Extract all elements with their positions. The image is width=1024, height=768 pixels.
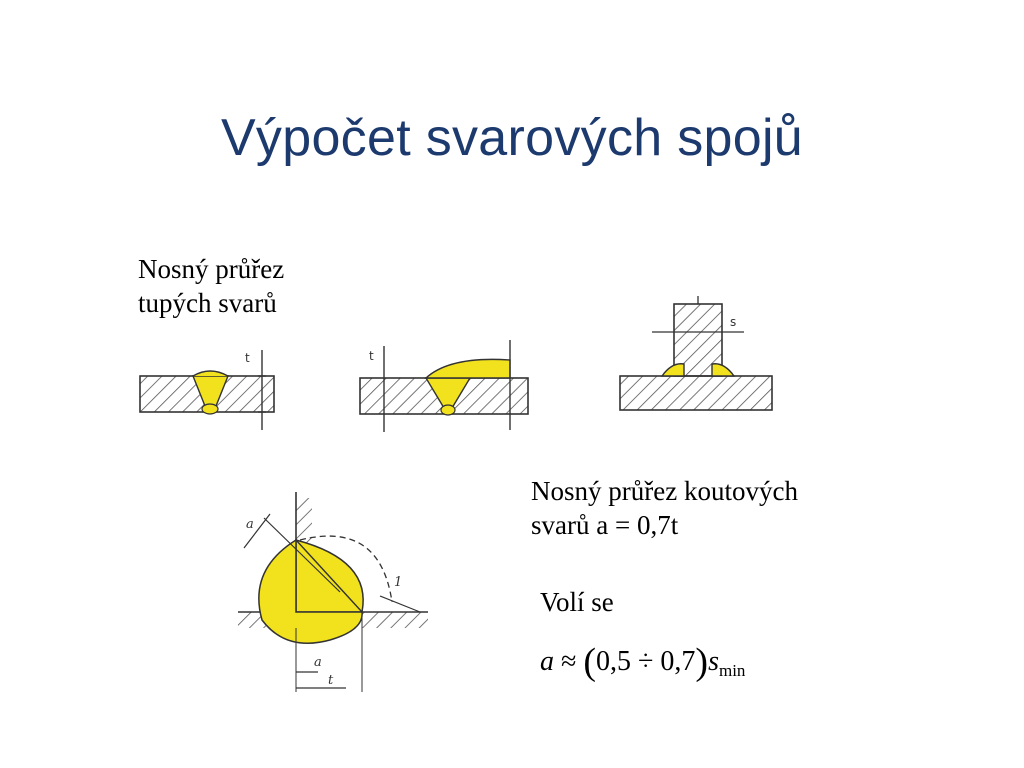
formula-close-paren: ) — [695, 641, 709, 683]
butt-weld-label-line1: Nosný průřez — [138, 254, 285, 284]
dim-a-horiz: a — [314, 655, 322, 670]
formula-approx: ≈ — [561, 646, 577, 677]
butt-weld-v-groove — [140, 350, 274, 430]
dim-one: 1 — [394, 575, 403, 590]
slide-title: Výpočet svarových spojů — [220, 109, 804, 167]
fillet-weld-label-line1: Nosný průřez koutových — [531, 476, 798, 506]
choose-label: Volí se — [540, 587, 614, 617]
butt-weld-label-line2: tupých svarů — [138, 288, 277, 318]
butt-weld-reinforced — [360, 340, 528, 432]
fillet-weld-label-line2: svarů a = 0,7t — [531, 510, 679, 540]
dim-t-1: t — [245, 351, 250, 365]
formula-range: 0,5 ÷ 0,7 — [596, 646, 696, 677]
formula-open-paren: ( — [583, 641, 597, 683]
formula-var-a: a — [540, 646, 554, 677]
dim-t-fillet: t — [328, 673, 334, 688]
dim-t-2: t — [369, 349, 374, 363]
formula-subscript: min — [718, 661, 746, 680]
dim-s: s — [730, 315, 737, 329]
formula-var-s: s — [708, 646, 719, 677]
dim-a-diag: a — [246, 517, 254, 532]
t-joint-weld — [620, 296, 772, 410]
fillet-weld-detail — [238, 492, 428, 692]
